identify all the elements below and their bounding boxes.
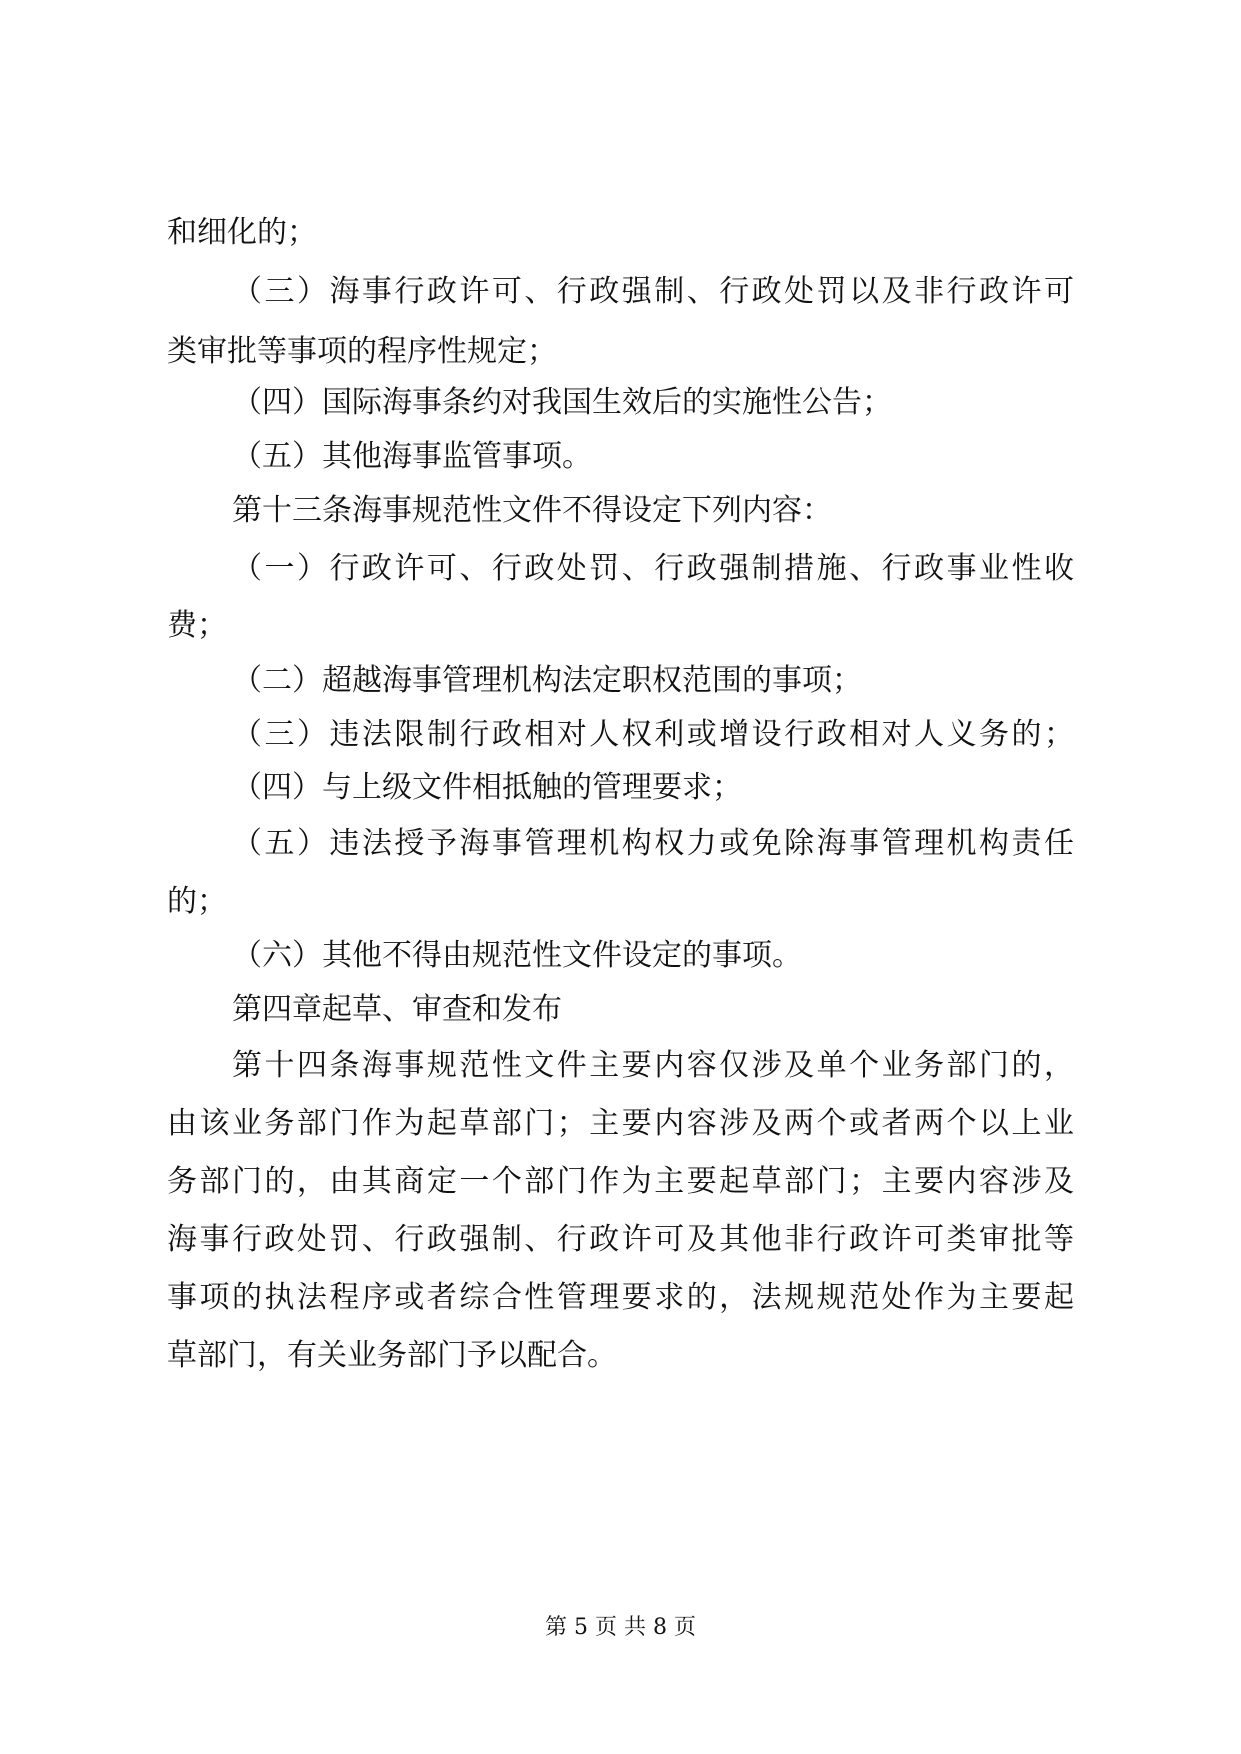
text-line (0, 378, 1241, 428)
line-text: （四）与上级文件相抵触的管理要求； (232, 770, 742, 805)
line-text: （四）国际海事条约对我国生效后的实施性公告； (232, 385, 892, 420)
line-text: 第四章起草、审查和发布 (232, 992, 562, 1027)
text-line (0, 601, 1241, 651)
text-line (0, 985, 1241, 1035)
text-line (0, 710, 1241, 760)
line-text: （三）海事行政许可、行政强制、行政处罚以及非行政许可 (232, 274, 1074, 309)
line-text: （五）违法授予海事管理机构权力或免除海事管理机构责任 (232, 826, 1074, 861)
line-text: （六）其他不得由规范性文件设定的事项。 (232, 938, 802, 973)
line-text: 由该业务部门作为起草部门；主要内容涉及两个或者两个以上业 (167, 1106, 1074, 1141)
line-text: 和细化的； (167, 215, 317, 250)
text-line (0, 1273, 1241, 1323)
text-line (0, 763, 1241, 813)
text-line (0, 877, 1241, 927)
line-text: （一）行政许可、行政处罚、行政强制措施、行政事业性收 (232, 551, 1074, 586)
text-line (0, 1157, 1241, 1207)
text-line (0, 931, 1241, 981)
line-text: （二）超越海事管理机构法定职权范围的事项； (232, 663, 862, 698)
text-line (0, 432, 1241, 482)
text-line (0, 1041, 1241, 1091)
text-line (0, 208, 1241, 258)
line-text: 第十四条海事规范性文件主要内容仅涉及单个业务部门的， (232, 1048, 1074, 1083)
line-text: 草部门，有关业务部门予以配合。 (167, 1338, 617, 1373)
text-line (0, 544, 1241, 594)
text-line (0, 267, 1241, 317)
line-text: 务部门的，由其商定一个部门作为主要起草部门；主要内容涉及 (167, 1164, 1074, 1199)
text-line (0, 1099, 1241, 1149)
line-text: 第十三条海事规范性文件不得设定下列内容： (232, 493, 832, 528)
line-text: 类审批等事项的程序性规定； (167, 334, 557, 369)
line-text: （三）违法限制行政相对人权利或增设行政相对人义务的； (232, 717, 1074, 752)
page-number-label: 第 5 页 共 8 页 (545, 1615, 696, 1640)
text-line (0, 1215, 1241, 1265)
line-text: 费； (167, 608, 227, 643)
page-footer (0, 1608, 1241, 1648)
line-text: （五）其他海事监管事项。 (232, 439, 592, 474)
line-text: 海事行政处罚、行政强制、行政许可及其他非行政许可类审批等 (167, 1222, 1074, 1257)
text-line (0, 656, 1241, 706)
line-text: 事项的执法程序或者综合性管理要求的，法规规范处作为主要起 (167, 1280, 1074, 1315)
text-line (0, 327, 1241, 377)
text-line (0, 819, 1241, 869)
text-line (0, 1331, 1241, 1381)
line-text: 的； (167, 884, 227, 919)
text-line (0, 486, 1241, 536)
